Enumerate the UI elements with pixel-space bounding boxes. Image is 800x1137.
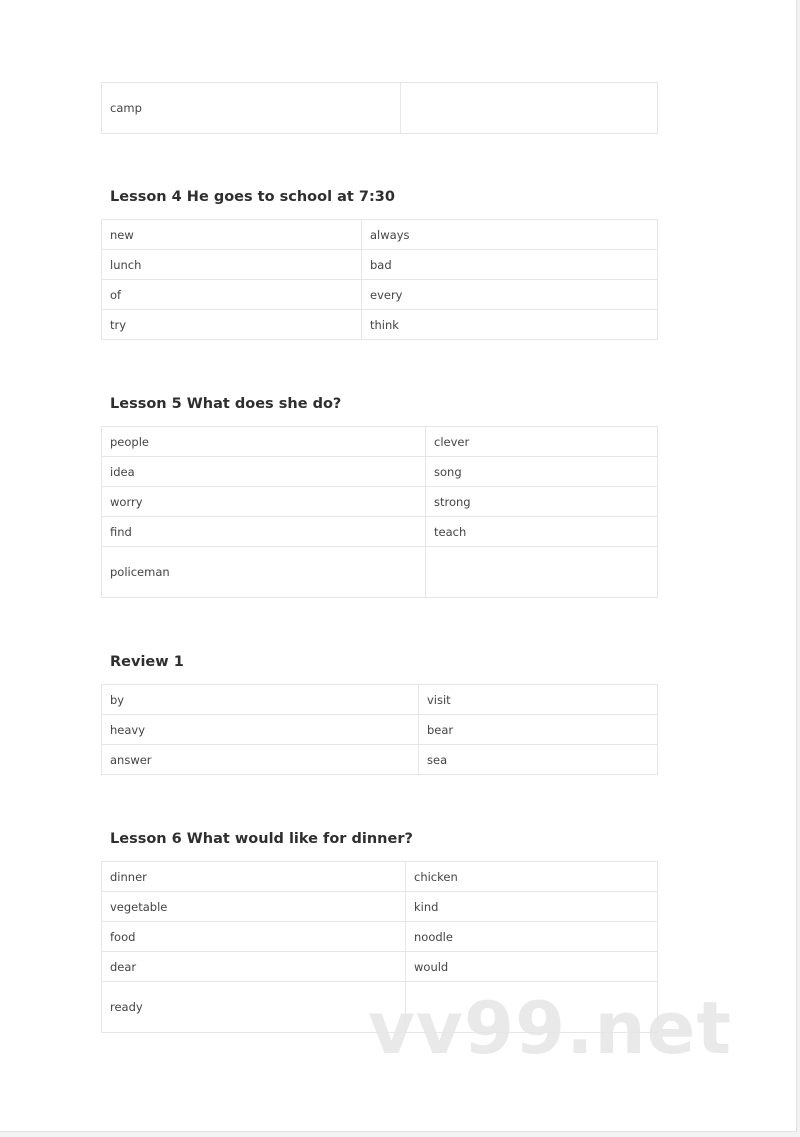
word-cell: new	[102, 220, 362, 250]
lesson-4-title: Lesson 4 He goes to school at 7:30	[110, 189, 395, 205]
word-cell: dear	[102, 952, 406, 982]
word-cell: kind	[406, 892, 658, 922]
watermark: vv99.net	[368, 986, 732, 1070]
word-cell: teach	[426, 517, 658, 547]
word-cell	[426, 547, 658, 598]
review-1-title: Review 1	[110, 654, 184, 670]
word-cell: sea	[419, 745, 658, 775]
table-row	[102, 715, 658, 745]
table-row	[102, 952, 658, 982]
word-cell: of	[102, 280, 362, 310]
table-row	[102, 487, 658, 517]
word-cell: vegetable	[102, 892, 406, 922]
word-cell	[401, 83, 658, 134]
word-cell: always	[362, 220, 658, 250]
word-cell: policeman	[102, 547, 426, 598]
table-row	[102, 220, 658, 250]
word-cell: dinner	[102, 862, 406, 892]
table-row	[102, 83, 658, 134]
table-row	[102, 745, 658, 775]
word-cell: song	[426, 457, 658, 487]
lesson-6-title: Lesson 6 What would like for dinner?	[110, 831, 413, 847]
word-cell: clever	[426, 427, 658, 457]
word-cell: worry	[102, 487, 426, 517]
vocab-table-continued	[101, 82, 658, 134]
word-cell: by	[102, 685, 419, 715]
word-cell: try	[102, 310, 362, 340]
word-cell: bear	[419, 715, 658, 745]
table-row	[102, 862, 658, 892]
word-cell: bad	[362, 250, 658, 280]
word-cell: strong	[426, 487, 658, 517]
word-cell: food	[102, 922, 406, 952]
table-row	[102, 457, 658, 487]
vocab-table-lesson-4	[101, 219, 658, 340]
word-cell: heavy	[102, 715, 419, 745]
table-row	[102, 547, 658, 598]
table-row	[102, 280, 658, 310]
word-cell: visit	[419, 685, 658, 715]
word-cell: would	[406, 952, 658, 982]
word-cell: think	[362, 310, 658, 340]
table-row	[102, 892, 658, 922]
vocab-table-lesson-5	[101, 426, 658, 598]
table-row	[102, 427, 658, 457]
word-cell: idea	[102, 457, 426, 487]
word-cell: every	[362, 280, 658, 310]
word-cell: noodle	[406, 922, 658, 952]
vocab-table-review-1	[101, 684, 658, 775]
lesson-5-title: Lesson 5 What does she do?	[110, 396, 342, 412]
word-cell: chicken	[406, 862, 658, 892]
word-cell: ready	[102, 982, 406, 1033]
word-cell: people	[102, 427, 426, 457]
word-cell: answer	[102, 745, 419, 775]
table-row	[102, 685, 658, 715]
table-row	[102, 517, 658, 547]
word-cell: find	[102, 517, 426, 547]
table-row	[102, 250, 658, 280]
word-cell: camp	[102, 83, 401, 134]
table-row	[102, 310, 658, 340]
word-cell: lunch	[102, 250, 362, 280]
table-row	[102, 922, 658, 952]
